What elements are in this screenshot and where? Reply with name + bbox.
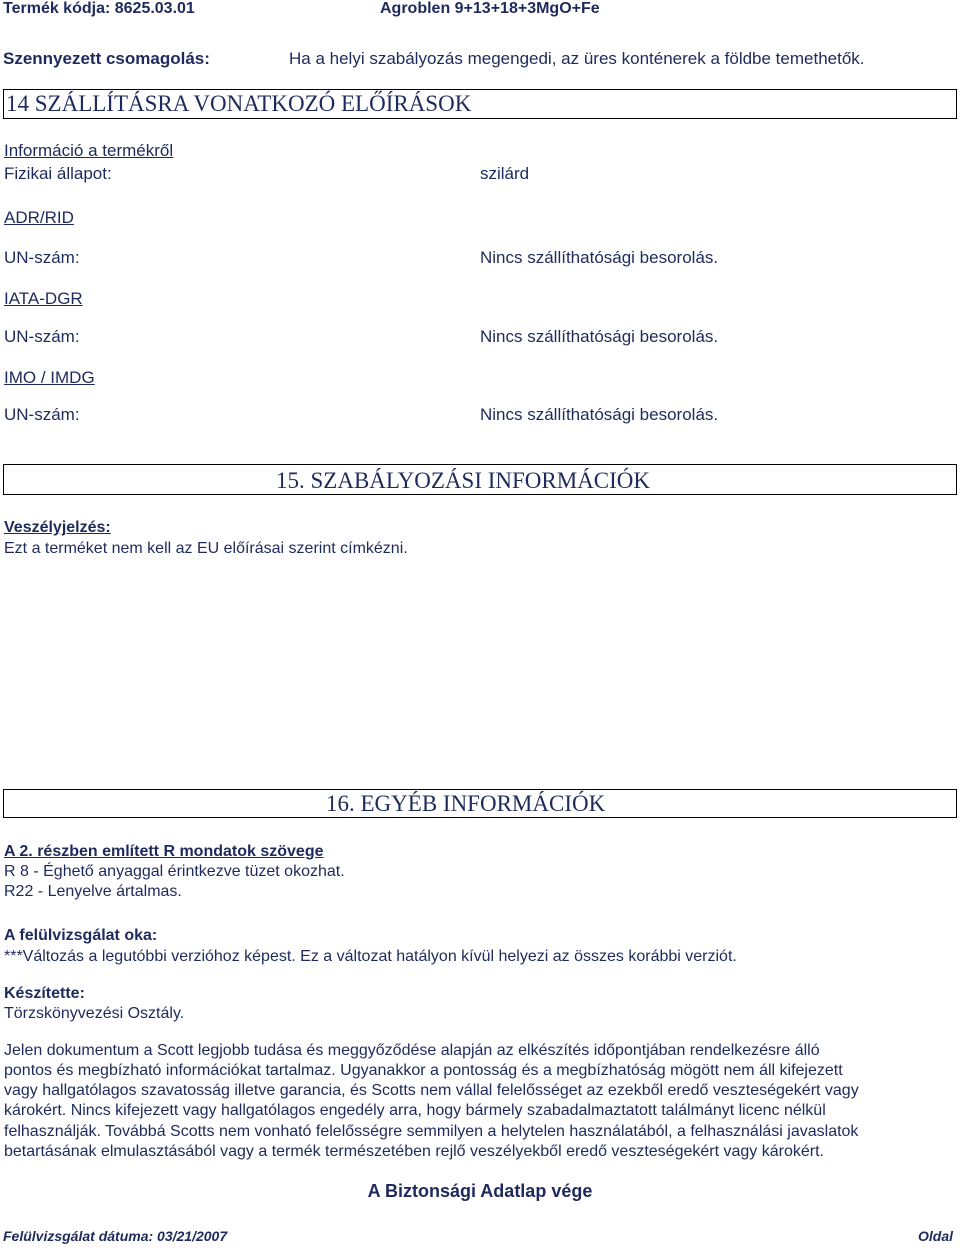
r-phrase-item: R22 - Lenyelve ártalmas. [4, 883, 182, 900]
disclaimer-line: betartásának elmulasztásából vagy a termék természetében rejlő veszélyekből eredő veszteségekért vagy károkért. [4, 1143, 824, 1160]
imo-imdg-un-label: UN-szám: [4, 405, 80, 424]
product-code: Termék kódja: 8625.03.01 [3, 0, 195, 17]
contaminated-packaging-label: Szennyezett csomagolás: [3, 49, 210, 68]
iata-dgr-un-label: UN-szám: [4, 327, 80, 346]
disclaimer-line: pontos és megbízható információkat tartalmaz. Ugyanakkor a pontosság és a megbízhatóság mögött nem áll kifejezett [4, 1062, 843, 1079]
section14-title: 14 SZÁLLÍTÁSRA VONATKOZÓ ELŐÍRÁSOK [6, 91, 472, 116]
disclaimer-line: Jelen dokumentum a Scott legjobb tudása és meggyőződése alapján az elkészítés időpontjában rendelkezésre álló [4, 1042, 820, 1059]
hazard-label: Veszélyjelzés: [4, 519, 111, 536]
prepared-by-value: Törzskönyvezési Osztály. [4, 1005, 185, 1022]
end-of-sheet-text: A Biztonsági Adatlap vége [367, 1181, 593, 1201]
physical-state-value: szilárd [480, 164, 530, 183]
iata-dgr-un-value: Nincs szállíthatósági besorolás. [480, 327, 719, 346]
section16-title: 16. EGYÉB INFORMÁCIÓK [326, 791, 606, 816]
contaminated-packaging-value: Ha a helyi szabályozás megengedi, az üres konténerek a földbe temethetők. [289, 49, 865, 68]
r-phrases-heading: A 2. részben említett R mondatok szövege [4, 843, 324, 860]
adr-rid-un-label: UN-szám: [4, 248, 80, 267]
product-name: Agroblen 9+13+18+3MgO+Fe [380, 0, 600, 17]
revision-label: A felülvizsgálat oka: [4, 927, 158, 944]
disclaimer-line: károkért. Nincs kifejezett vagy hallgatólagos engedély arra, hogy bármely szabadalmaztatott találmányt licenc nélkül [4, 1102, 826, 1119]
adr-rid-un-value: Nincs szállíthatósági besorolás. [480, 248, 719, 267]
page-label: Oldal [918, 1228, 954, 1244]
adr-rid-heading: ADR/RID [4, 208, 74, 227]
iata-dgr-heading: IATA-DGR [4, 289, 83, 308]
imo-imdg-un-value: Nincs szállíthatósági besorolás. [480, 405, 719, 424]
review-date: Felülvizsgálat dátuma: 03/21/2007 [3, 1228, 228, 1244]
section16-header-box [3, 789, 957, 818]
imo-imdg-heading: IMO / IMDG [4, 368, 95, 387]
disclaimer-line: vagy hallgatólagos szavatosság illetve garancia, és Scotts nem vállal felelősséget az ezekből eredő veszteségekért vagy [4, 1082, 859, 1099]
prepared-by-label: Készítette: [4, 985, 85, 1002]
disclaimer-line: felhasználják. Továbbá Scotts nem vonható felelősségre semmilyen a helytelen használatából, a felhasználási javaslatok [4, 1123, 859, 1140]
revision-text: ***Változás a legutóbbi verzióhoz képest. Ez a változat hatályon kívül helyezi az összes korábbi verziót. [4, 948, 737, 965]
r-phrase-item: R 8 - Éghető anyaggal érintkezve tüzet okozhat. [4, 863, 345, 880]
physical-state-label: Fizikai állapot: [4, 164, 112, 183]
hazard-text: Ezt a terméket nem kell az EU előírásai szerint címkézni. [4, 540, 408, 557]
section15-title: 15. SZABÁLYOZÁSI INFORMÁCIÓK [276, 468, 651, 493]
section15-header-box [3, 464, 957, 495]
section14-header-box [3, 89, 957, 119]
product-info-label: Információ a termékről [4, 141, 174, 160]
